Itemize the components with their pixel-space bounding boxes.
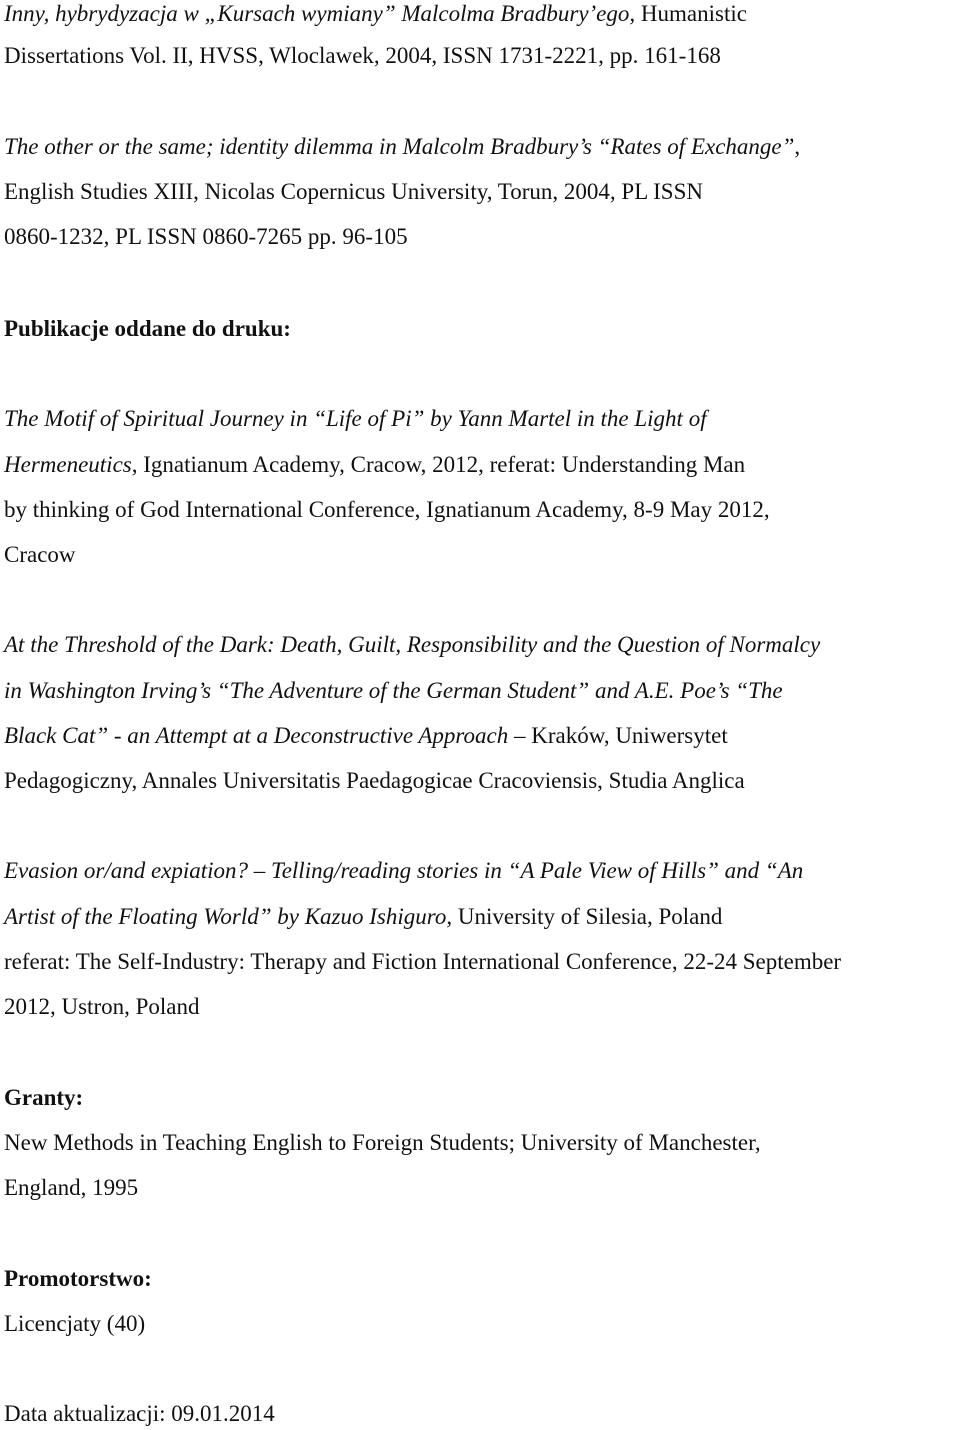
publication-3-line-4: Cracow xyxy=(4,542,76,567)
section-heading-grants: Granty: xyxy=(4,1085,84,1110)
publication-5-line-3: referat: The Self-Industry: Therapy and Fiction International Conference, 22-24 September xyxy=(4,949,842,974)
publication-4-title-line-2: in Washington Irving’s “The Adventure of the German Student” and A.E. Poe’s “The xyxy=(4,678,783,703)
publication-4-details-line-3: Kraków, Uniwersytet xyxy=(525,723,728,748)
section-heading-in-press: Publikacje oddane do druku: xyxy=(4,316,291,341)
publication-5-line-4: 2012, Ustron, Poland xyxy=(4,994,200,1019)
publication-1-line-1 xyxy=(4,0,747,28)
publication-3-line-2 xyxy=(4,451,745,479)
publication-5-details-line-2: University of Silesia, Poland xyxy=(452,904,723,929)
publication-5-title-line-2: Artist of the Floating World” by Kazuo Ishiguro, xyxy=(4,904,453,929)
publication-2-line-3: 0860-1232, PL ISSN 0860-7265 pp. 96-105 xyxy=(4,224,408,249)
publication-1-line-2: Dissertations Vol. II, HVSS, Wloclawek, 2004, ISSN 1731-2221, pp. 161-168 xyxy=(4,43,721,68)
publication-1-title: Inny, hybrydyzacja w „Kursach wymiany” Malcolma Bradbury’ego, xyxy=(4,1,636,26)
section-heading-supervision: Promotorstwo: xyxy=(4,1266,152,1291)
publication-5-title-line-1: Evasion or/and expiation? – Telling/reading stories in “A Pale View of Hills” and “An xyxy=(4,858,804,883)
supervision-line-1: Licencjaty (40) xyxy=(4,1311,146,1336)
last-updated: Data aktualizacji: 09.01.2014 xyxy=(4,1401,275,1426)
publication-4-dash: – xyxy=(508,723,526,748)
publication-3-line-3: by thinking of God International Conference, Ignatianum Academy, 8-9 May 2012, xyxy=(4,497,770,522)
grants-line-1: New Methods in Teaching English to Foreign Students; University of Manchester, xyxy=(4,1130,761,1155)
publication-5-line-2 xyxy=(4,903,722,931)
publication-4-title-line-1: At the Threshold of the Dark: Death, Guilt, Responsibility and the Question of Normalcy xyxy=(4,632,821,657)
publication-3-title-line-1: The Motif of Spiritual Journey in “Life of Pi” by Yann Martel in the Light of xyxy=(4,406,707,431)
publication-2-comma: , xyxy=(794,134,801,159)
publication-3-details-line-2: , Ignatianum Academy, Cracow, 2012, referat: Understanding Man xyxy=(131,452,746,477)
publication-4-line-3 xyxy=(4,722,728,750)
publication-3-title-line-2: Hermeneutics xyxy=(4,452,132,477)
publication-4-line-4: Pedagogiczny, Annales Universitatis Paedagogicae Cracoviensis, Studia Anglica xyxy=(4,768,745,793)
publication-2-line-1 xyxy=(4,133,800,161)
publication-2-title: The other or the same; identity dilemma in Malcolm Bradbury’s “Rates of Exchange” xyxy=(4,134,795,159)
grants-line-2: England, 1995 xyxy=(4,1175,139,1200)
publication-1-details: Humanistic xyxy=(635,1,747,26)
publication-2-line-2: English Studies XIII, Nicolas Copernicus University, Torun, 2004, PL ISSN xyxy=(4,179,703,204)
publication-4-title-line-3: Black Cat” - an Attempt at a Deconstructive Approach xyxy=(4,723,509,748)
